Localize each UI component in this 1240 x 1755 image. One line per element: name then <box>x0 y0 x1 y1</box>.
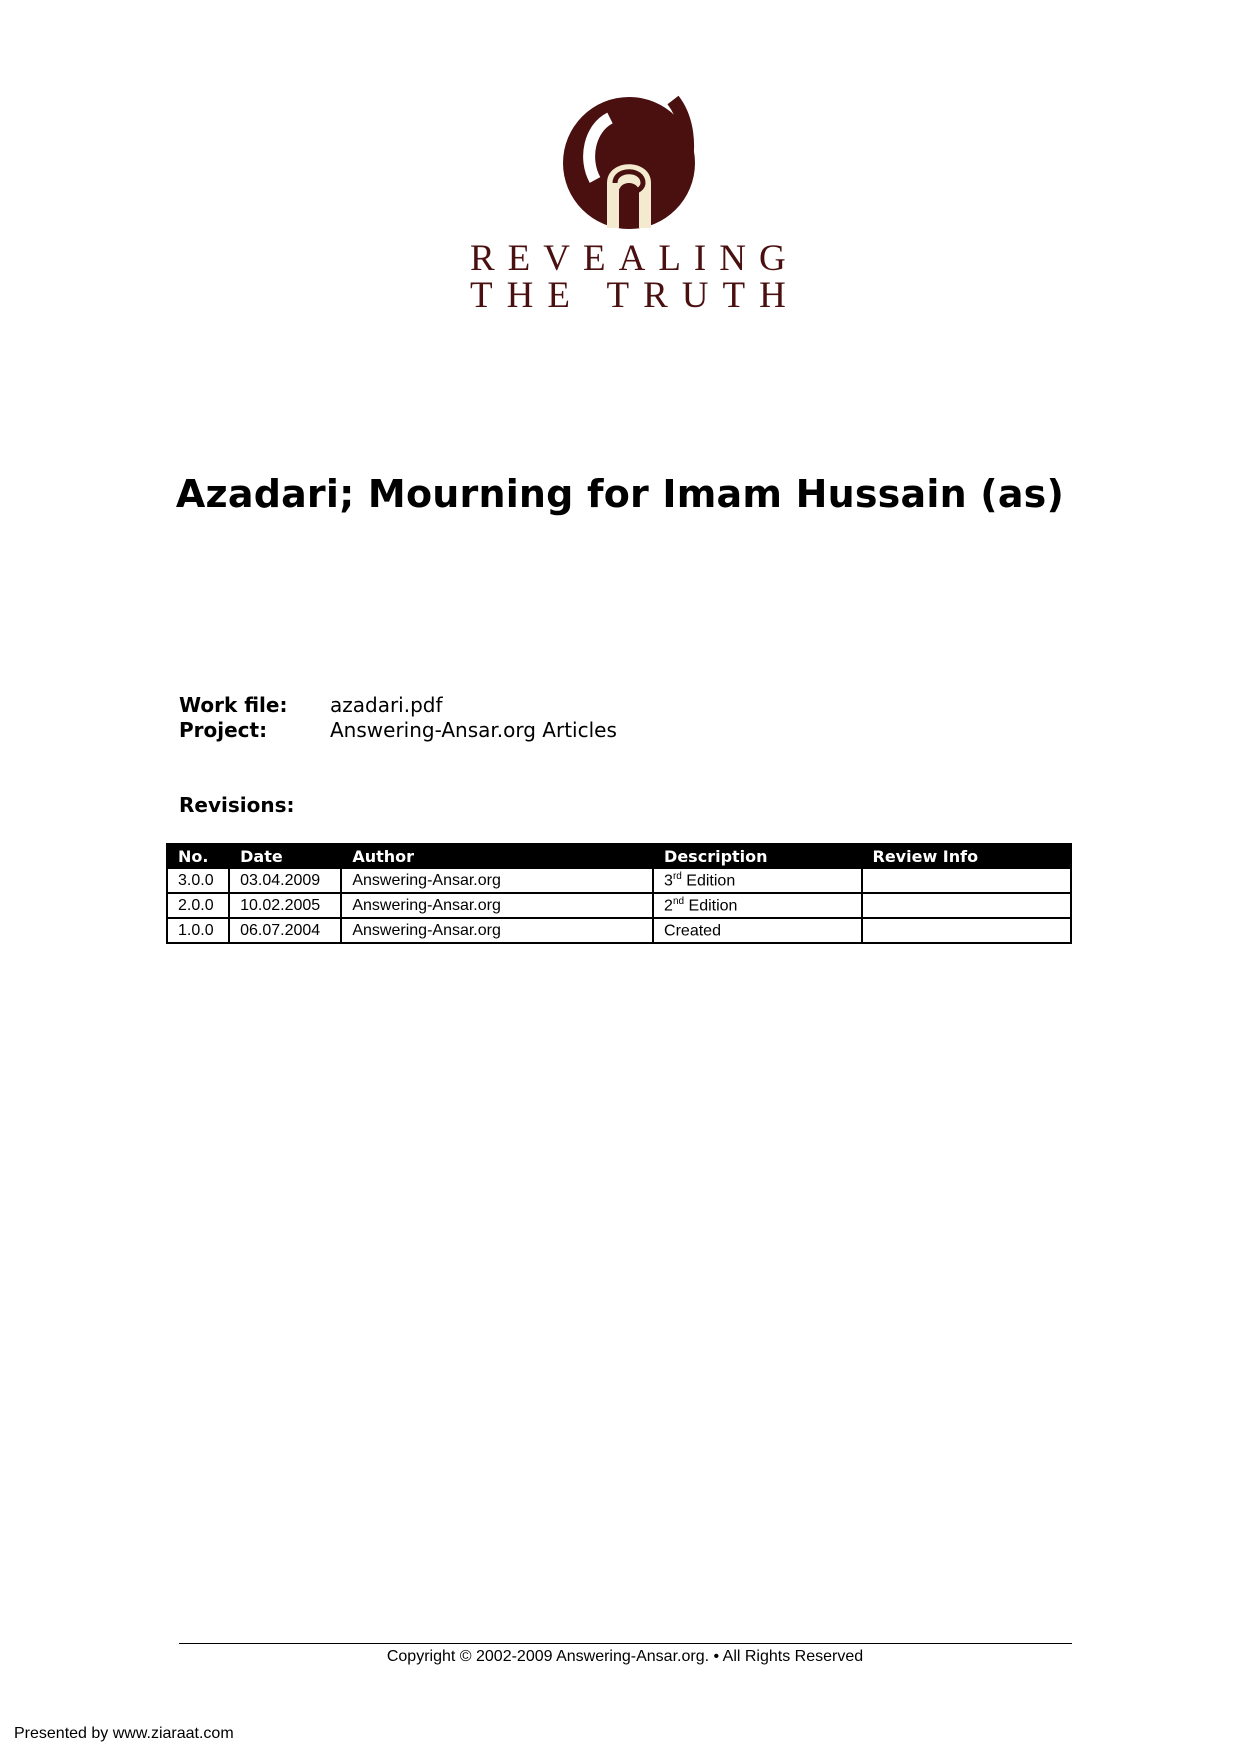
cell-description <box>653 918 861 943</box>
cell-date: 06.07.2004 <box>229 918 341 943</box>
cell-author: Answering-Ansar.org <box>341 868 653 893</box>
table-header-row <box>167 844 1071 868</box>
copyright-text: Copyright © 2002-2009 Answering-Ansar.org. • All Rights Reserved <box>386 1648 864 1665</box>
table-row <box>167 893 1071 918</box>
desc-text: Created <box>664 922 721 940</box>
project-value: Answering-Ansar.org Articles <box>330 718 617 742</box>
cell-author: Answering-Ansar.org <box>341 918 653 943</box>
cell-review <box>862 893 1072 918</box>
revisions-table <box>166 843 1072 944</box>
cell-no: 1.0.0 <box>167 918 229 943</box>
logo-tagline-line2: THE TRUTH <box>470 275 800 316</box>
cell-review <box>862 868 1072 893</box>
cell-description <box>653 893 861 918</box>
cell-date: 03.04.2009 <box>229 868 341 893</box>
header-description: Description <box>653 844 861 868</box>
desc-num: 3 <box>664 872 673 890</box>
desc-text: Edition <box>681 872 736 890</box>
header-review-info: Review Info <box>862 844 1072 868</box>
desc-num: 2 <box>664 897 673 915</box>
cell-no: 2.0.0 <box>167 893 229 918</box>
work-file-label: Work file: <box>179 693 288 717</box>
desc-text: Edition <box>684 897 738 915</box>
cell-description <box>653 868 861 893</box>
desc-sup: nd <box>672 895 685 907</box>
presented-by-text: Presented by www.ziaraat.com <box>14 1725 234 1742</box>
cell-date: 10.02.2005 <box>229 893 341 918</box>
cell-author: Answering-Ansar.org <box>341 893 653 918</box>
logo-tagline-line1: REVEALING <box>470 238 799 279</box>
document-title: Azadari; Mourning for Imam Hussain (as) <box>175 472 1065 516</box>
table-row <box>167 918 1071 943</box>
header-date: Date <box>229 844 341 868</box>
cell-no: 3.0.0 <box>167 868 229 893</box>
revealing-the-truth-logo <box>555 88 703 238</box>
revisions-heading: Revisions: <box>179 793 295 817</box>
desc-sup: rd <box>672 870 682 882</box>
header-author: Author <box>341 844 653 868</box>
project-label: Project: <box>179 718 268 742</box>
header-no: No. <box>167 844 229 868</box>
cell-review <box>862 918 1072 943</box>
footer-divider <box>179 1643 1072 1644</box>
work-file-value: azadari.pdf <box>330 693 443 717</box>
table-row <box>167 868 1071 893</box>
